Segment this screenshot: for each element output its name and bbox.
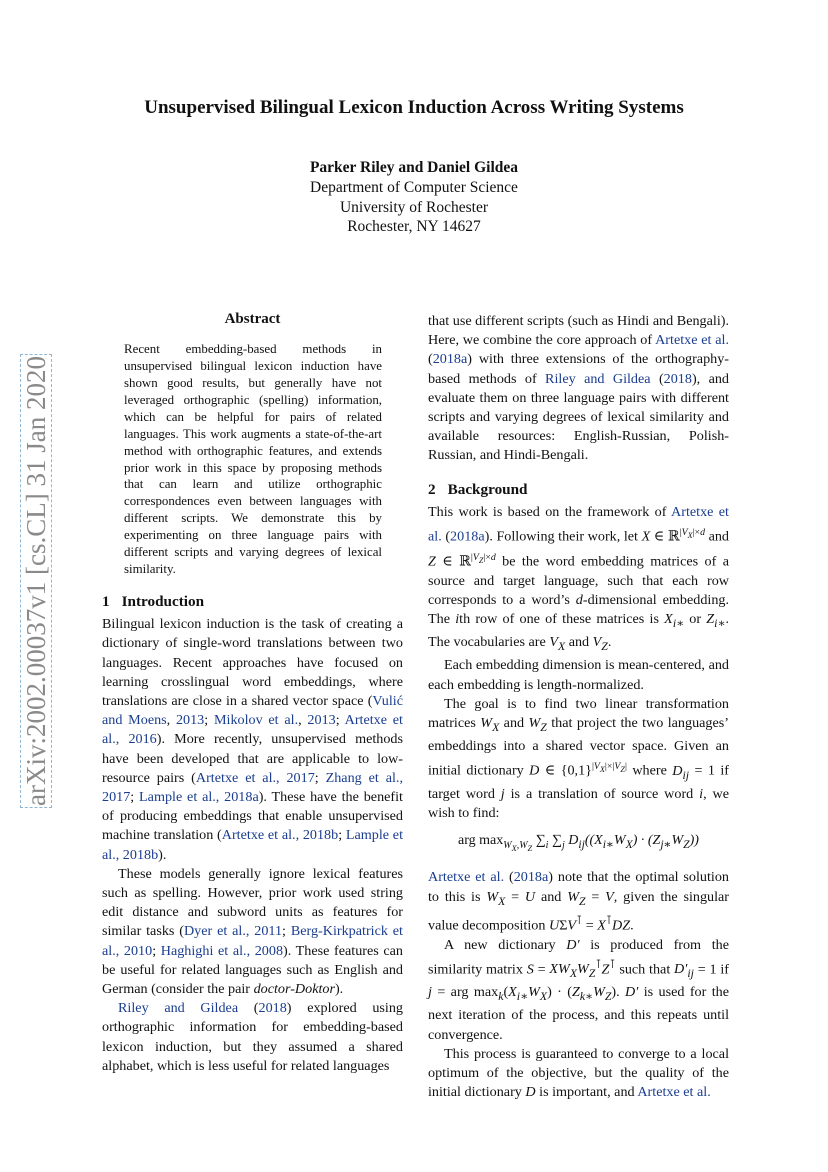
citation-link[interactable]: Artetxe et al. xyxy=(428,869,505,886)
citation-link[interactable]: Dyer et al., 2011 xyxy=(183,923,283,940)
citation-link[interactable]: Artetxe et al. xyxy=(655,332,730,349)
citation-link[interactable]: 2013 xyxy=(307,712,336,729)
citation-link[interactable]: 2008 xyxy=(254,942,284,959)
citation-link[interactable]: Artetxe et al., xyxy=(195,769,280,786)
arxiv-id-text: arXiv:2002.00037v1 [cs.CL] 31 Jan 2020 xyxy=(21,356,51,806)
citation-link[interactable]: 2018a xyxy=(450,528,485,545)
intro-paragraph-2: These models generally ignore lexical features such as spelling. However, prior work used string edit distance and subword units as features for similar tasks (Dyer et al., 2011; Berg-Kirkpatrick et al., 2010; Haghighi et al., 2008). These features can be useful for related languages such as English and German (consider the pair doctor-Doktor). xyxy=(102,865,404,997)
citation-link[interactable]: 2018 xyxy=(258,1000,287,1017)
citation-link[interactable]: 2018 xyxy=(663,370,692,387)
section-number: 2 xyxy=(428,480,436,498)
background-paragraph-3: The goal is to find two linear transformation matrices $W_X$ and $W_Z$ that project the two languages’ embeddings into a shared vector space. Given an initial dictionary D ∈ $\{0,1\}^{|V_X|\times|V_Z|}$ where $D_{ij} = 1$ if target word j is a translation of source word i, we wish to find: xyxy=(428,695,730,822)
citation-link[interactable]: Haghighi et al., xyxy=(160,942,251,959)
affiliation-address: Rochester, NY 14627 xyxy=(347,218,481,236)
background-paragraph-1: This work is based on the framework of Artetxe et al. (2018a). Following their work, let X ∈ ℝ$^{|V_X|\times d}$ and Z ∈ ℝ$^{|V_Z|\times d}$ be the word embedding matrices of a source and target language, such that each row corresponds to a word’s d-dimensional embedding. The ith row of one of these matrices is $X_{i∗}$ or $Z_{i∗}$. The vocabularies are $V_X$ and $V_Z$. xyxy=(428,503,729,654)
intro-paragraph-3-continued: that use different scripts (such as Hindi and Bengali). Here, we combine the core approach of Artetxe et al. (2018a) with three extensions of the orthography-based methods of Riley and Gildea (2018), and evaluate them on three language pairs with different scripts and varying degrees of lexical similarity and available resources: English-Russian, Polish-Russian, and Hindi-Bengali. xyxy=(428,313,730,464)
citation-link[interactable]: Artetxe et al. xyxy=(637,1084,711,1101)
background-paragraph-6: This process is guaranteed to converge to a local optimum of the objective, but the quality of the initial dictionary D is important, and Artetxe et al. xyxy=(428,1045,729,1101)
citation-link[interactable]: Berg-Kirkpatrick et al., 2010 xyxy=(102,923,403,959)
abstract-heading: Abstract xyxy=(224,311,281,327)
left-column xyxy=(102,310,403,1076)
citation-link[interactable]: Riley and Gildea xyxy=(118,1000,239,1017)
citation-link[interactable]: 2013 xyxy=(175,712,205,729)
right-column xyxy=(428,312,729,1103)
citation-link[interactable]: Zhang et al., 2017 xyxy=(102,769,403,805)
citation-link[interactable]: Vulić and Moens xyxy=(102,692,403,729)
background-paragraph-4: Artetxe et al. (2018a) note that the optimal solution to this is $W_X = U$ and $W_Z = V$, given the singular value decomposition UΣV⊺ = X⊺DZ. xyxy=(428,869,730,934)
citation-link[interactable]: Mikolov et al. xyxy=(213,712,299,729)
arxiv-identifier xyxy=(18,338,54,808)
intro-paragraph-1: Bilingual lexicon induction is the task of creating a dictionary of single-word translations between two languages. Recent approaches have focused on learning crosslingual word embeddings, where translations are close in a shared vector space (Vulić and Moens, 2013; Mikolov et al., 2013; Artetxe et al., 2016). More recently, unsupervised methods have been developed that are applicable to low-resource pairs (Artetxe et al., 2017; Zhang et al., 2017; Lample et al., 2018a). These have the benefit of producing embeddings that enable unsupervised machine translation (Artetxe et al., 2018b; Lample et al., 2018b). xyxy=(102,616,403,863)
citation-link[interactable]: Artetxe et al. xyxy=(428,503,729,545)
section-number: 1 xyxy=(102,592,110,610)
objective-equation: arg $\max_{W_X,W_Z} \sum_i$ $\sum_j$ $D_{ij}((X_{i∗}W_X) \cdot (Z_{j∗}W_Z))$ xyxy=(458,833,699,854)
paper-title: Unsupervised Bilingual Lexicon Induction Across Writing Systems xyxy=(144,97,684,118)
citation-link[interactable]: Lample et al., 2018b xyxy=(102,827,403,863)
citation-link[interactable]: 2017 xyxy=(286,769,315,786)
section-background-heading xyxy=(428,480,729,499)
affiliation-university: University of Rochester xyxy=(339,198,489,216)
section-intro-heading xyxy=(102,592,403,611)
abstract-text: Recent embedding-based methods in unsupervised bilingual lexicon induction have shown good results, but generally have not leveraged orthographic (spelling) information, which can be helpful for pairs of related languages. This work augments a state-of-the-art method with orthographic features, and extends prior work in this space by proposing methods that can learn and utilize orthographic correspondences even between languages with different scripts. We demonstrate this by experimenting on three language pairs with different scripts and varying degrees of lexical similarity. xyxy=(124,342,382,576)
section-title: Background xyxy=(447,480,528,498)
author-names: Parker Riley and Daniel Gildea xyxy=(309,159,519,176)
citation-link[interactable]: Artetxe et al., 2018b xyxy=(221,827,339,844)
citation-link[interactable]: Lample et al., 2018a xyxy=(139,788,259,805)
affiliation-department: Department of Computer Science xyxy=(310,178,518,196)
citation-link[interactable]: Artetxe et al., 2016 xyxy=(102,712,403,748)
background-paragraph-2: Each embedding dimension is mean-centered, and each embedding is length-normalized. xyxy=(428,657,729,693)
author-block xyxy=(200,158,628,237)
intro-paragraph-3: Riley and Gildea (2018) explored using orthographic information for embedding-based lexicon induction, but they assumed a shared alphabet, which is less useful for related languages xyxy=(102,1000,403,1074)
section-title: Introduction xyxy=(121,592,205,610)
citation-link[interactable]: 2018a xyxy=(513,869,549,886)
citation-link[interactable]: Riley and Gildea xyxy=(545,370,651,387)
citation-link[interactable]: 2018a xyxy=(432,351,468,368)
background-paragraph-5: A new dictionary D′ is produced from the similarity matrix $S = XW_XW_Z^⊺Z^⊺$ such that $D'_{ij} = 1$ if j = arg $\max_k(X_{i∗}W_X) \cdot (Z_{k∗}W_Z)$. D′ is used for the next iteration of the process, and this repeats until convergence. xyxy=(428,936,729,1043)
